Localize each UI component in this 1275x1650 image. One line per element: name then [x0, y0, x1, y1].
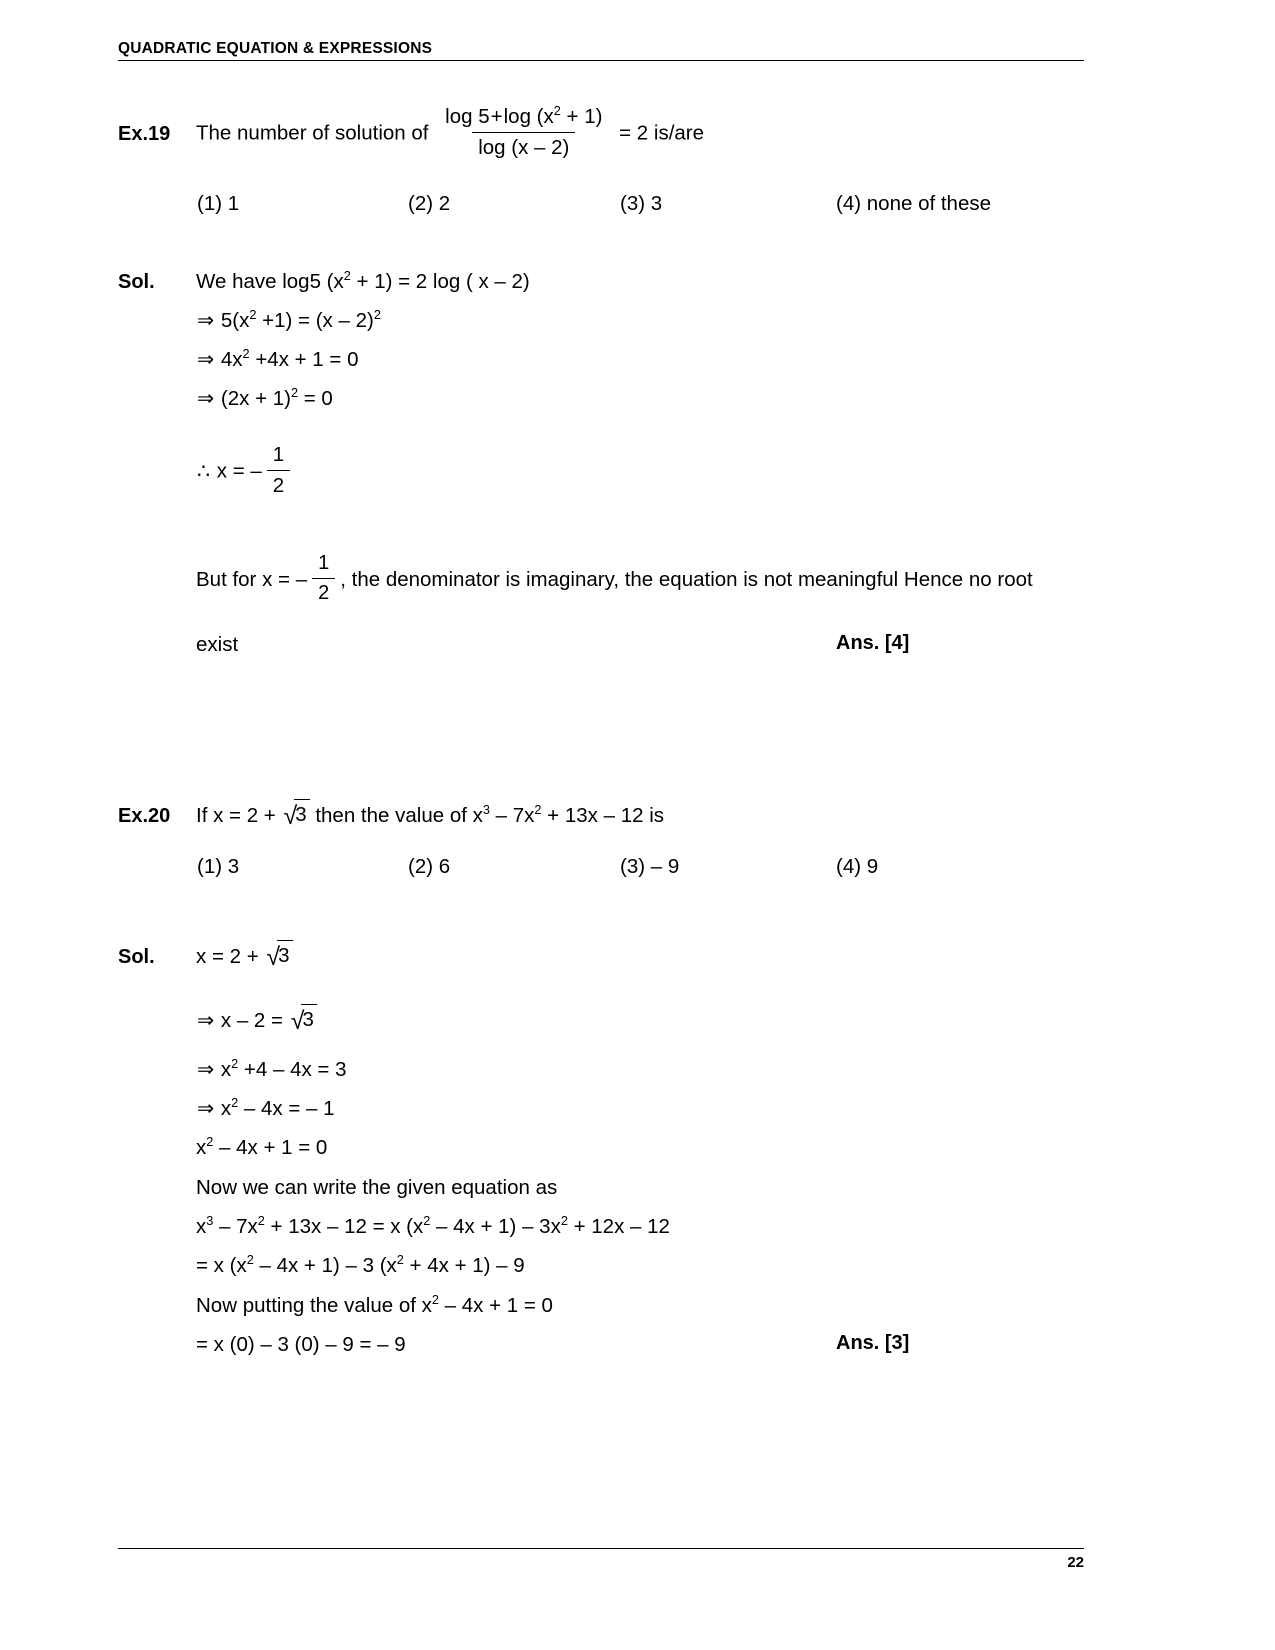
ex19-sol-line-7: exist — [196, 633, 239, 656]
ex19-option-3-key: (3) — [620, 192, 646, 215]
ex20-sol-line-10-row — [196, 1331, 406, 1359]
ex20-option-2-key: (2) — [408, 855, 434, 878]
ex19-option-2-value: 2 — [438, 192, 451, 215]
ex19-question-lead: The number of solution of — [196, 121, 429, 145]
ex20-sol-line-4-row — [196, 1095, 335, 1123]
header-title: QUADRATIC EQUATION & EXPRESSIONS — [118, 40, 433, 57]
ex19-answer: Ans. [4] — [836, 632, 910, 654]
ex19-sol-line-5: ∴ x = – $\frac{1}{2}$ — [196, 443, 295, 501]
page-number: 22 — [1067, 1554, 1084, 1571]
ex20-solution-row — [118, 941, 293, 975]
ex19-option-4-value: none of these — [866, 192, 992, 215]
header-divider — [118, 60, 1084, 61]
ex19-sol-line-4-row — [196, 385, 333, 413]
ex19-question-tail: = 2 is/are — [619, 121, 705, 145]
ex19-half-fraction: $\frac{1}{2}$ — [267, 441, 290, 499]
ex19-fraction-denominator: log (x – 2) — [472, 132, 575, 162]
ex19-sol-line-2: ⇒ $5(x^2 +1) = (x - 2)^2$ — [197, 307, 381, 332]
ex19-option-1[interactable] — [197, 192, 239, 216]
ex19-option-4[interactable] — [836, 192, 991, 216]
ex19-option-2[interactable] — [408, 192, 450, 216]
ex20-sol-line-9: Now putting the value of $x^2 - 4x + 1 = 0$ — [196, 1292, 553, 1317]
ex20-question-text: If x = 2 + √3 then the value of $x^3 - 7x^2 + 13x - 12$ is — [196, 800, 664, 834]
ex20-option-2[interactable] — [408, 855, 450, 879]
ex19-sol-line-2-row — [196, 307, 381, 335]
ex20-option-3-key: (3) — [620, 855, 646, 878]
ex19-sol-line-5-row — [196, 443, 295, 501]
ex20-sol-line-5: $x^2 - 4x + 1 = 0$ — [196, 1134, 328, 1159]
ex20-sol-line-8-row — [196, 1252, 525, 1280]
ex20-option-3[interactable] — [620, 855, 679, 879]
ex19-option-2-key: (2) — [408, 192, 434, 215]
ex20-option-1[interactable] — [197, 855, 239, 879]
sqrt-icon: √3 — [264, 941, 292, 975]
ex19-fraction-numerator: log 5+log $(x^2 + 1)$ — [445, 103, 603, 128]
ex19-sol-line-3: ⇒ $4x^2 +4x + 1 = 0$ — [197, 346, 359, 371]
ex19-sol-line-3-row — [196, 346, 358, 374]
ex19-sol-label: Sol. — [118, 271, 155, 293]
ex19-sol-line-4: ⇒ $(2x + 1)^2 = 0$ — [197, 385, 333, 410]
ex19-sol-line-6: But for x = – $\frac{1}{2}$ , the denominator is imaginary, the equation is not meaningful Hence no root — [196, 552, 1033, 609]
ex19-fraction — [439, 103, 608, 161]
ex20-label: Ex.20 — [118, 805, 171, 827]
ex20-sol-line-7: $x^3 - 7x^2 + 13x - 12 = x$ $(x^2 - 4x + 1) - 3x^2 + 12x - 12$ — [196, 1213, 670, 1238]
ex19-half-fraction-2: $\frac{1}{2}$ — [312, 550, 335, 607]
page-footer — [118, 1548, 1084, 1571]
ex20-option-2-value: 6 — [438, 855, 451, 878]
ex20-sol-line-8: = x $(x^2 - 4x + 1) - 3$ $(x^2 + 4x + 1) - 9$ — [196, 1252, 525, 1277]
ex19-option-1-value: 1 — [227, 192, 240, 215]
ex19-sol-line-7-row — [196, 631, 238, 659]
ex19-sol-line-6-row — [196, 552, 1096, 609]
ex20-sol-line-5-row — [196, 1134, 327, 1162]
page-header — [118, 40, 1084, 61]
ex19-option-3-value: 3 — [650, 192, 663, 215]
ex20-sol-line-9-row — [196, 1292, 553, 1320]
ex19-option-3[interactable] — [620, 192, 662, 216]
ex20-sol-label: Sol. — [118, 946, 155, 968]
ex19-solution-row — [118, 268, 530, 296]
ex20-sol-line-2-row — [196, 1005, 317, 1039]
ex20-sol-line-2: ⇒ x – 2 = √3 — [196, 1005, 317, 1039]
ex20-sol-line-6: Now we can write the given equation as — [196, 1176, 558, 1199]
ex19-sol-line-1: We have log5 $(x^2 + 1) = 2$ log ( x – 2) — [196, 268, 530, 293]
ex20-option-1-key: (1) — [197, 855, 223, 878]
ex19-label: Ex.19 — [118, 122, 171, 145]
sqrt-icon: √3 — [281, 800, 309, 834]
ex20-sol-line-7-row — [196, 1213, 670, 1241]
ex20-option-4-key: (4) — [836, 855, 862, 878]
ex20-option-1-value: 3 — [227, 855, 240, 878]
ex20-option-3-value: – 9 — [650, 855, 680, 878]
ex19-option-1-key: (1) — [197, 192, 223, 215]
ex20-sol-line-3: ⇒ $x^2 +4 - 4x = 3$ — [197, 1056, 347, 1081]
ex20-question-row — [118, 800, 664, 834]
ex20-answer: Ans. [3] — [836, 1332, 910, 1354]
ex19-question-text — [196, 105, 704, 163]
ex20-option-4-value: 9 — [866, 855, 879, 878]
ex20-sol-line-4: ⇒ $x^2 - 4x$ = – 1 — [197, 1095, 335, 1120]
ex19-question-row — [118, 105, 704, 163]
ex20-sol-line-10: = x (0) – 3 (0) – 9 = – 9 — [196, 1333, 406, 1356]
ex20-sol-line-6-row — [196, 1174, 557, 1202]
ex20-sol-line-1: x = 2 + √3 — [196, 941, 293, 975]
ex20-option-4[interactable] — [836, 855, 878, 879]
ex20-sol-line-3-row — [196, 1056, 347, 1084]
ex19-option-4-key: (4) — [836, 192, 862, 215]
sqrt-icon: √3 — [289, 1005, 317, 1039]
